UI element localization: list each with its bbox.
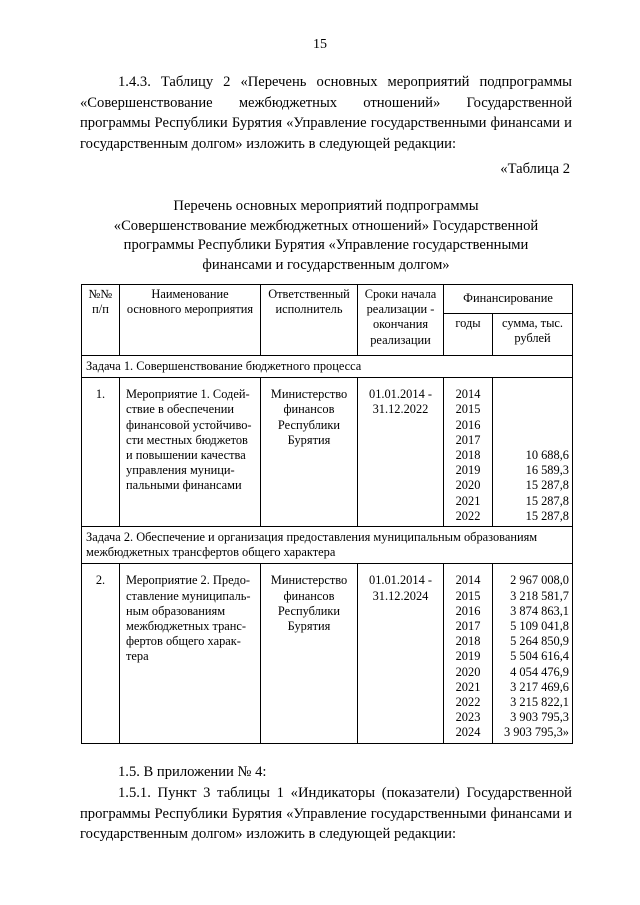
period-end: 31.12.2022 — [372, 402, 429, 417]
activity-name-line: ствие в обеспечении — [126, 402, 235, 417]
table-row — [82, 378, 573, 527]
paragraph-text: 1.5. В приложении № 4: — [118, 764, 267, 780]
amount: 15 287,8 — [525, 493, 569, 508]
year: 2017 — [455, 619, 481, 634]
header-financing: Финансирование — [444, 285, 573, 314]
table-title-line: Перечень основных мероприятий подпрограммы — [173, 198, 479, 214]
year: 2022 — [455, 508, 481, 523]
activity-name-line: Мероприятие 2. Предо- — [126, 573, 251, 588]
header-sum: сумма, тыс. рублей — [493, 314, 573, 356]
header-resp: Ответственный исполнитель — [261, 285, 358, 356]
amount: 2 967 008,0 — [510, 573, 569, 588]
amount: 16 589,3 — [525, 463, 569, 478]
period — [358, 378, 444, 527]
activity-name-line: финансовой устойчиво- — [126, 417, 252, 432]
period-start: 01.01.2014 - — [369, 573, 432, 588]
year: 2015 — [455, 402, 481, 417]
responsible-line: Бурятия — [287, 619, 331, 634]
year: 2014 — [455, 387, 481, 402]
amount: 3 903 795,3 — [510, 710, 569, 725]
year: 2024 — [455, 725, 481, 740]
responsible-line: Министерство — [270, 387, 348, 402]
table-title — [80, 197, 572, 275]
amount: 15 287,8 — [525, 478, 569, 493]
table-row — [82, 564, 573, 744]
task-2: Задача 2. Обеспечение и организация предоставления муниципальным образованиям межбюджетных трансфертов общего характера — [82, 527, 573, 564]
header-num: №№ п/п — [82, 285, 120, 356]
task-row — [82, 527, 573, 564]
table-label: «Таблица 2 — [500, 161, 570, 177]
year: 2020 — [455, 664, 481, 679]
amount: 5 504 616,4 — [510, 649, 569, 664]
paragraph-1-5 — [80, 762, 572, 783]
row-num: 1. — [82, 378, 120, 527]
amount — [496, 433, 569, 448]
activity-name-line: межбюджетных транс- — [126, 619, 247, 634]
activity-name-line: пальными финансами — [126, 478, 242, 493]
year: 2021 — [455, 679, 481, 694]
responsible-line: Республики — [277, 417, 341, 432]
activity-name-line: ставление муниципаль- — [126, 588, 251, 603]
activity-name-line: управления муници- — [126, 463, 235, 478]
amount: 3 217 469,6 — [510, 679, 569, 694]
year: 2017 — [455, 432, 481, 447]
amount: 5 109 041,8 — [510, 619, 569, 634]
year: 2018 — [455, 448, 481, 463]
paragraph-1-5-1 — [80, 783, 572, 845]
activity-name-line: тера — [126, 649, 149, 664]
year: 2021 — [455, 493, 481, 508]
year: 2022 — [455, 695, 481, 710]
amount: 3 874 863,1 — [510, 603, 569, 618]
amount: 4 054 476,9 — [510, 664, 569, 679]
period-end: 31.12.2024 — [372, 588, 429, 603]
paragraph-text: 1.4.3. Таблицу 2 «Перечень основных мероприятий подпрограммы «Совершенствование межбюджетных отношений» Государственной программы Республики Бурятия «Управление государственными финансами и государственным долгом» изложить в следующей редакции: — [80, 74, 572, 152]
header-years: годы — [444, 314, 493, 356]
activity-name — [120, 378, 261, 527]
year: 2016 — [455, 417, 481, 432]
years-cell — [444, 378, 493, 527]
year: 2023 — [455, 710, 481, 725]
paragraph-1-4-3 — [80, 72, 572, 154]
years-cell — [444, 564, 493, 744]
year: 2015 — [455, 588, 481, 603]
year: 2016 — [455, 603, 481, 618]
responsible-line: Министерство — [270, 573, 348, 588]
amount: 10 688,6 — [525, 448, 569, 463]
amount — [496, 418, 569, 433]
responsible-line: финансов — [283, 588, 335, 603]
table-title-line: «Совершенствование межбюджетных отношений» Государственной — [113, 217, 539, 234]
year: 2019 — [455, 649, 481, 664]
sums-cell — [493, 564, 573, 744]
amount: 5 264 850,9 — [510, 634, 569, 649]
page-number: 15 — [313, 37, 327, 52]
amount: 3 903 795,3» — [503, 725, 569, 740]
task-1: Задача 1. Совершенствование бюджетного процесса — [82, 356, 573, 378]
activity-name-line: фертов общего харак- — [126, 634, 241, 649]
activities-table — [81, 284, 573, 744]
amount: 3 218 581,7 — [510, 588, 569, 603]
row-num: 2. — [82, 564, 120, 744]
year: 2014 — [455, 573, 481, 588]
amount — [496, 402, 569, 417]
activity-name — [120, 564, 261, 744]
table-title-line: программы Республики Бурятия «Управление государственными — [123, 237, 529, 253]
activity-name-line: Мероприятие 1. Содей- — [126, 387, 250, 402]
activity-name-line: ным образованиям — [126, 603, 226, 618]
task-row — [82, 356, 573, 378]
amount — [496, 387, 569, 402]
period-start: 01.01.2014 - — [369, 387, 432, 402]
activity-name-line: сти местных бюджетов — [126, 432, 248, 447]
responsible — [261, 378, 358, 527]
year: 2018 — [455, 634, 481, 649]
period — [358, 564, 444, 744]
responsible-line: Бурятия — [287, 432, 331, 447]
table-title-line: финансами и государственным долгом» — [202, 256, 450, 273]
paragraph-text: 1.5.1. Пункт 3 таблицы 1 «Индикаторы (показатели) Государственной программы Республики Бурятия «Управление государственными финансами и государственным долгом» изложить в следующей редакции: — [80, 785, 572, 842]
year: 2020 — [455, 478, 481, 493]
year: 2019 — [455, 463, 481, 478]
sums-cell — [493, 378, 573, 527]
amount: 3 215 822,1 — [510, 695, 569, 710]
header-dates: Сроки начала реализации - окончания реализации — [358, 285, 444, 356]
amount: 15 287,8 — [525, 508, 569, 523]
responsible — [261, 564, 358, 744]
header-row — [82, 285, 573, 314]
activity-name-line: и повышении качества — [126, 448, 246, 463]
header-name: Наименование основного мероприятия — [120, 285, 261, 356]
responsible-line: Республики — [277, 603, 341, 618]
responsible-line: финансов — [283, 402, 335, 417]
